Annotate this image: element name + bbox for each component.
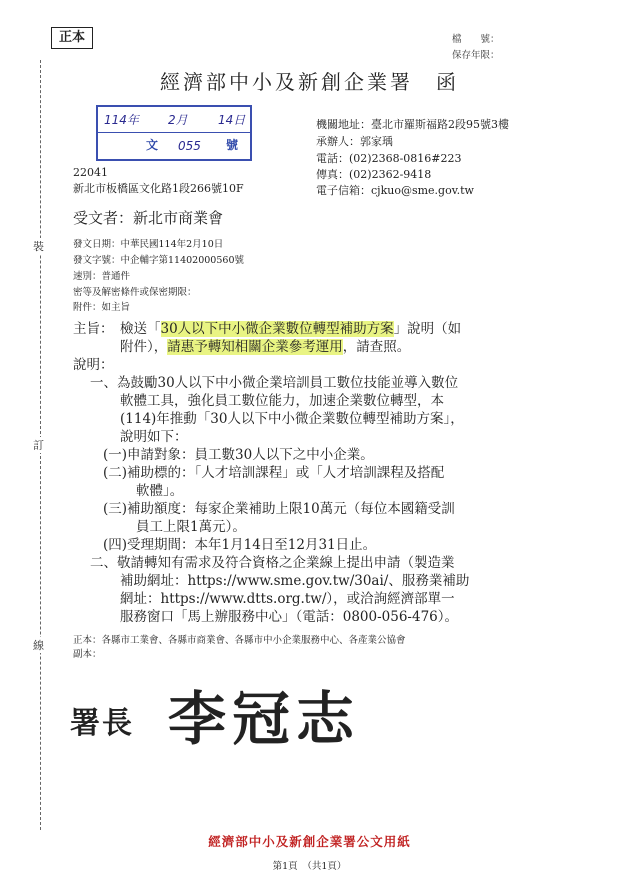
cc-main: 正本：各縣市工業會、各縣市商業會、各縣市中小企業服務中心、各產業公協會 [73, 635, 406, 646]
receipt-stamp [96, 105, 252, 161]
signature-title: 署長 [70, 706, 134, 741]
subject-label: 主旨： [73, 321, 114, 337]
subject-line-2: 附件），請惠予轉知相關企業參考運用，請查照。 [120, 339, 411, 355]
explanation-item1-line: 軟體工具，強化員工數位能力，加速企業數位轉型，本 [120, 393, 444, 409]
file-number-label: 檔 號： [452, 34, 500, 45]
subitem-applicant: (一)申請對象：員工數30人以下之中小企業。 [103, 447, 374, 463]
binding-char-3: 線 [33, 639, 44, 652]
stamp-number: 055 [178, 139, 201, 153]
document-number: 發文字號：中企輔字第11402000560號 [73, 255, 244, 266]
document-title: 經濟部中小及新創企業署 函 [160, 70, 459, 94]
binding-char-1: 裝 [33, 240, 44, 253]
contact-email: 電子信箱：cjkuo@sme.gov.tw [316, 184, 474, 197]
stamp-doc-label: 文 [146, 138, 159, 152]
explanation-item2-line: 網址：https://www.dtts.org.tw/），或洽詢經濟部單一 [120, 591, 455, 607]
explanation-item2-line: 二、敬請轉知有需求及符合資格之企業線上提出申請（製造業 [90, 555, 455, 571]
stamp-number-suffix: 號 [226, 138, 239, 152]
issue-date: 發文日期：中華民國114年2月10日 [73, 239, 224, 250]
stamp-year: 114年 [104, 113, 139, 127]
stamp-month: 2月 [168, 113, 188, 127]
letterhead-footer: 經濟部中小及新創企業署公文用紙 [208, 834, 411, 849]
explanation-item2-line: 補助網址：https://www.sme.gov.tw/30ai/、服務業補助 [120, 573, 470, 589]
attachment: 附件：如主旨 [73, 302, 131, 313]
contact-phone: 電話：(02)2368-0816#223 [316, 152, 462, 165]
subitem-amount-cont: 員工上限1萬元）。 [136, 519, 246, 535]
original-copy-stamp: 正本 [51, 27, 93, 49]
signature-name: 李冠志 [168, 685, 361, 753]
contact-person: 承辦人：郭家瑀 [316, 135, 393, 148]
explanation-item2-line: 服務窗口「馬上辦服務中心」（電話：0800-056-476）。 [120, 609, 459, 625]
recipient: 受文者：新北市商業會 [73, 209, 224, 227]
subitem-target-cont: 軟體」。 [136, 483, 184, 499]
subitem-period: (四)受理期間：本年1月14日至12月31日止。 [103, 537, 377, 553]
retention-label: 保存年限： [452, 50, 500, 61]
binding-char-2: 訂 [33, 439, 44, 452]
classification: 密等及解密條件或保密期限： [73, 287, 197, 298]
subitem-amount: (三)補助額度：每家企業補助上限10萬元（每位本國籍受訓 [103, 501, 455, 517]
urgency: 速別：普通件 [73, 271, 131, 282]
explanation-label: 說明： [73, 357, 114, 373]
explanation-item1-line: (114)年推動「30人以下中小微企業數位轉型補助方案」， [120, 411, 464, 427]
page-number: 第1頁 （共1頁） [272, 861, 347, 872]
agency-address: 機關地址：臺北市羅斯福路2段95號3樓 [316, 118, 509, 131]
subitem-target: (二)補助標的：「人才培訓課程」或「人才培訓課程及搭配 [103, 465, 445, 481]
sender-address: 新北市板橋區文化路1段266號10F [73, 182, 244, 195]
stamp-day: 14日 [218, 113, 246, 127]
explanation-item1-line: 說明如下： [120, 429, 188, 445]
subject-highlight-1: 30人以下中小微企業數位轉型補助方案 [160, 321, 394, 337]
sender-postal-code: 22041 [73, 166, 108, 179]
contact-fax: 傳真：(02)2362-9418 [316, 168, 432, 181]
cc-copy: 副本： [73, 649, 102, 660]
subject-highlight-2: 請惠予轉知相關企業參考運用 [167, 339, 343, 355]
explanation-item1-line: 一、為鼓勵30人以下中小微企業培訓員工數位技能並導入數位 [90, 375, 459, 391]
subject-line-1: 檢送「30人以下中小微企業數位轉型補助方案」說明（如 [120, 321, 462, 337]
